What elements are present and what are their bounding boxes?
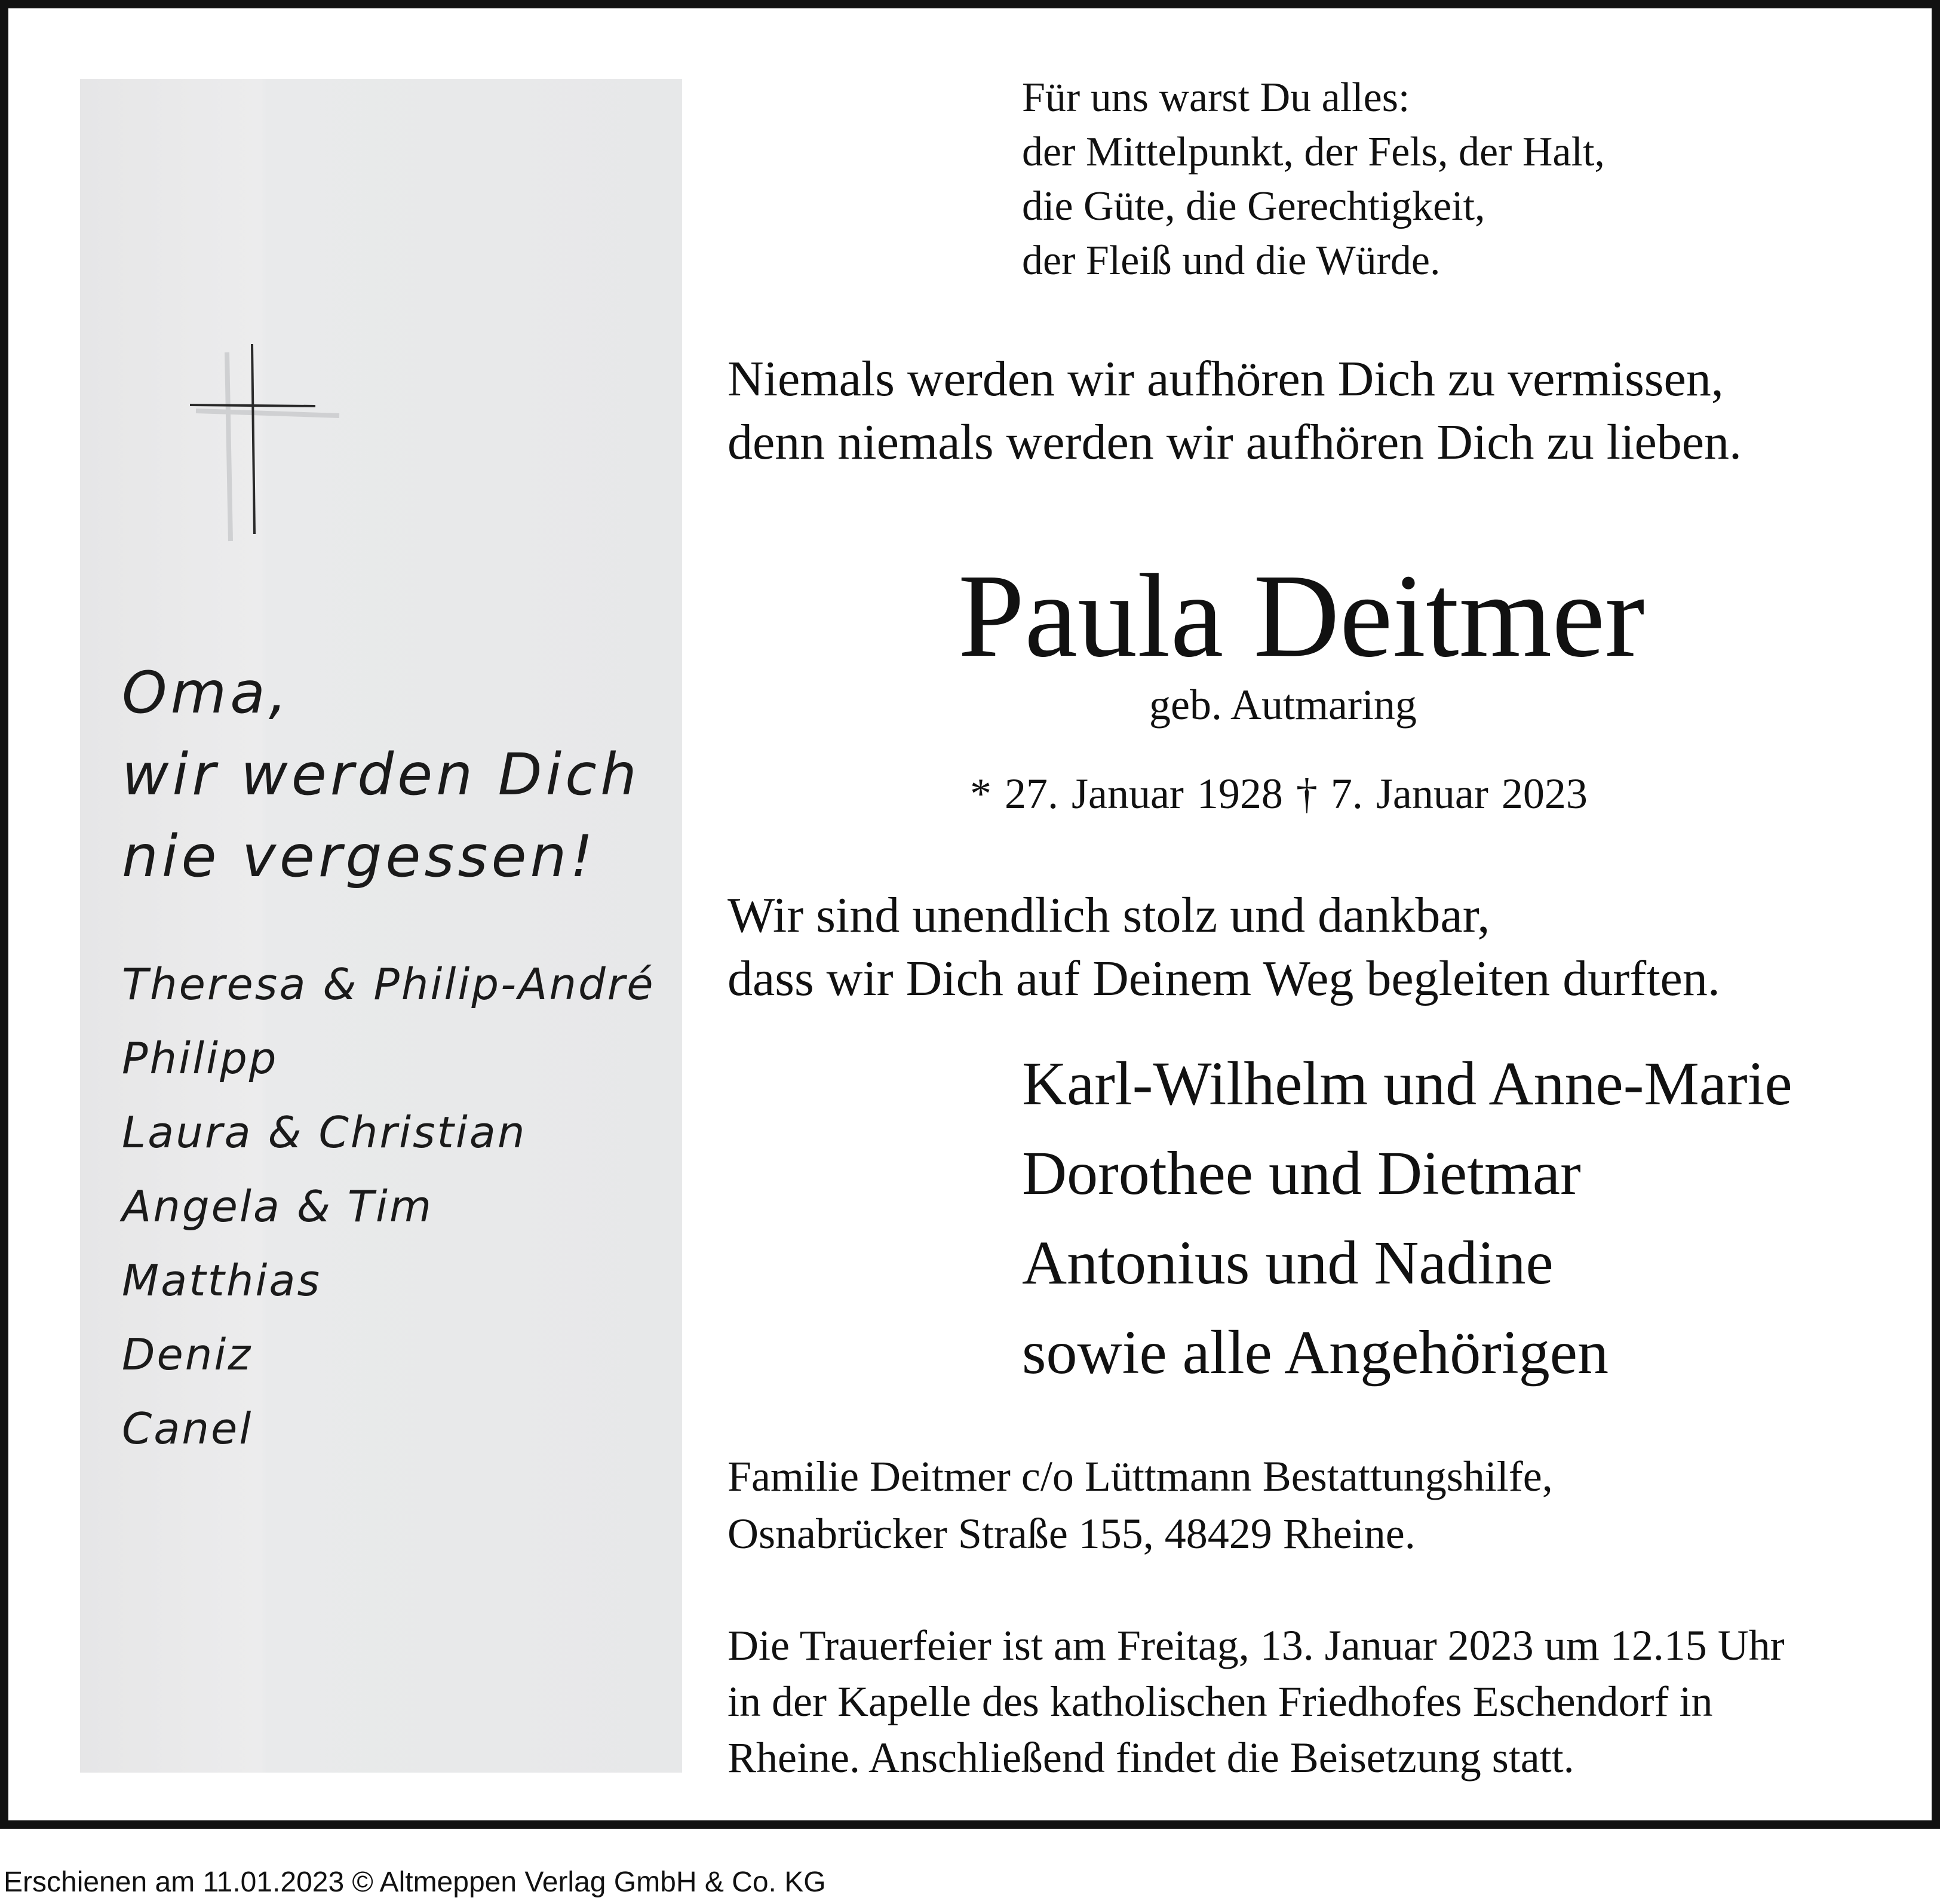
thanks-line: dass wir Dich auf Deinem Weg begleiten durften. [728, 951, 1720, 1006]
contact-address [728, 1448, 1553, 1562]
memorial-quote [728, 348, 1742, 474]
poem-line: die Güte, die Gerechtigkeit, [1022, 183, 1485, 229]
mourners-list [1022, 1039, 1792, 1398]
sidebar-panel [80, 79, 682, 1773]
greeting-line: wir werden Dich [122, 741, 640, 808]
service-line: in der Kapelle des katholischen Friedhofes Eschendorf in [728, 1678, 1713, 1725]
list-item: Philipp [122, 1033, 278, 1083]
greeting-text [122, 652, 640, 898]
poem-line: Für uns warst Du alles: [1022, 75, 1410, 121]
list-item: Theresa & Philip-André [122, 959, 655, 1009]
service-line: Rheine. Anschließend findet die Beisetzung statt. [728, 1734, 1574, 1782]
greeting-line: Oma, [122, 659, 291, 726]
list-item: Laura & Christian [122, 1107, 527, 1157]
quote-line: denn niemals werden wir aufhören Dich zu lieben. [728, 414, 1742, 470]
funeral-service-info [728, 1617, 1785, 1786]
poem-verse [1022, 70, 1605, 288]
list-item: Deniz [122, 1329, 253, 1380]
list-item: Matthias [122, 1255, 321, 1306]
life-dates: * 27. Januar 1928 † 7. Januar 2023 [970, 770, 1588, 818]
list-item: Karl-Wilhelm und Anne-Marie [1022, 1049, 1792, 1118]
list-item: sowie alle Angehörigen [1022, 1318, 1609, 1387]
publication-footer: Erschienen am 11.01.2023 © Altmeppen Verlag GmbH & Co. KG [4, 1866, 826, 1898]
birth-name: geb. Autmaring [1149, 681, 1417, 729]
greeting-line: nie vergessen! [122, 823, 597, 890]
list-item: Dorothee und Dietmar [1022, 1139, 1581, 1208]
contact-line: Familie Deitmer c/o Lüttmann Bestattungshilfe, [728, 1452, 1553, 1500]
quote-line: Niemals werden wir aufhören Dich zu vermissen, [728, 351, 1724, 407]
grandchildren-list [122, 947, 655, 1466]
deceased-name: Paula Deitmer [958, 550, 1645, 682]
list-item: Angela & Tim [122, 1181, 434, 1232]
poem-line: der Fleiß und die Würde. [1022, 238, 1441, 284]
service-line: Die Trauerfeier ist am Freitag, 13. Januar 2023 um 12.15 Uhr [728, 1622, 1785, 1669]
cross-icon [188, 340, 343, 561]
list-item: Antonius und Nadine [1022, 1229, 1554, 1297]
thanks-line: Wir sind unendlich stolz und dankbar, [728, 887, 1490, 943]
contact-line: Osnabrücker Straße 155, 48429 Rheine. [728, 1510, 1416, 1558]
list-item: Canel [122, 1404, 253, 1454]
thanks-text [728, 884, 1720, 1011]
poem-line: der Mittelpunkt, der Fels, der Halt, [1022, 129, 1605, 175]
